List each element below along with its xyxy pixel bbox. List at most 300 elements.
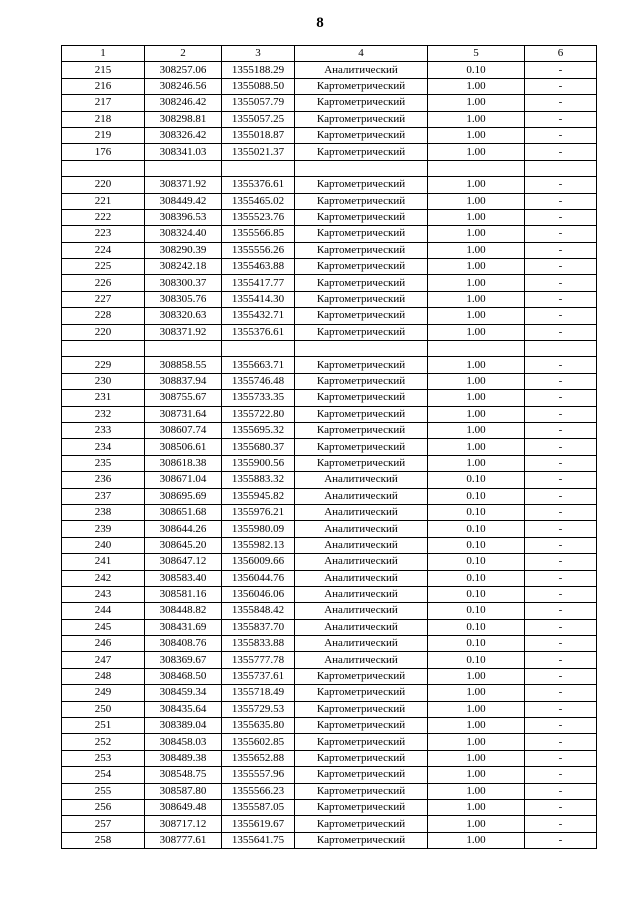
accuracy-cell: 0.10 (428, 488, 525, 504)
table-row (62, 111, 597, 127)
method-cell: Картометрический (295, 767, 428, 783)
x-coordinate-cell: 308449.42 (145, 193, 222, 209)
y-coordinate-cell: 1355746.48 (222, 373, 295, 389)
table-row (62, 472, 597, 488)
table-row (62, 193, 597, 209)
point-number-cell: 243 (62, 586, 145, 602)
method-cell: Картометрический (295, 242, 428, 258)
accuracy-cell: 1.00 (428, 209, 525, 225)
table-row (62, 308, 597, 324)
y-coordinate-cell: 1355602.85 (222, 734, 295, 750)
point-number-cell: 228 (62, 308, 145, 324)
method-cell: Картометрический (295, 78, 428, 94)
y-coordinate-cell: 1355837.70 (222, 619, 295, 635)
point-number-cell: 252 (62, 734, 145, 750)
method-cell: Картометрический (295, 455, 428, 471)
description-cell: - (525, 308, 597, 324)
accuracy-cell (428, 160, 525, 176)
accuracy-cell (428, 341, 525, 357)
x-coordinate-cell: 308408.76 (145, 636, 222, 652)
method-cell: Аналитический (295, 636, 428, 652)
x-coordinate-cell: 308581.16 (145, 586, 222, 602)
method-cell: Картометрический (295, 291, 428, 307)
description-cell: - (525, 242, 597, 258)
description-cell: - (525, 373, 597, 389)
table-row (62, 619, 597, 635)
point-number-cell: 221 (62, 193, 145, 209)
description-cell: - (525, 127, 597, 143)
description-cell: - (525, 734, 597, 750)
x-coordinate-cell: 308371.92 (145, 177, 222, 193)
y-coordinate-cell: 1355737.61 (222, 668, 295, 684)
x-coordinate-cell: 308435.64 (145, 701, 222, 717)
accuracy-cell: 0.10 (428, 570, 525, 586)
x-coordinate-cell: 308371.92 (145, 324, 222, 340)
point-number-cell: 257 (62, 816, 145, 832)
description-cell: - (525, 275, 597, 291)
point-number-cell: 250 (62, 701, 145, 717)
y-coordinate-cell: 1355587.05 (222, 799, 295, 815)
point-number-cell: 222 (62, 209, 145, 225)
table-body (62, 62, 597, 849)
method-cell: Картометрический (295, 832, 428, 848)
method-cell: Картометрический (295, 685, 428, 701)
y-coordinate-cell: 1355635.80 (222, 718, 295, 734)
y-coordinate-cell: 1355188.29 (222, 62, 295, 78)
x-coordinate-cell: 308671.04 (145, 472, 222, 488)
y-coordinate-cell: 1355980.09 (222, 521, 295, 537)
y-coordinate-cell: 1356009.66 (222, 554, 295, 570)
x-coordinate-cell: 308583.40 (145, 570, 222, 586)
table-row (62, 242, 597, 258)
description-cell: - (525, 439, 597, 455)
y-coordinate-cell: 1355566.85 (222, 226, 295, 242)
method-cell: Аналитический (295, 586, 428, 602)
method-cell: Картометрический (295, 816, 428, 832)
point-number-cell: 235 (62, 455, 145, 471)
description-cell: - (525, 209, 597, 225)
point-number-cell: 220 (62, 177, 145, 193)
y-coordinate-cell: 1355557.96 (222, 767, 295, 783)
method-cell: Картометрический (295, 406, 428, 422)
point-number-cell: 239 (62, 521, 145, 537)
description-cell: - (525, 783, 597, 799)
description-cell: - (525, 193, 597, 209)
accuracy-cell: 1.00 (428, 193, 525, 209)
accuracy-cell: 1.00 (428, 177, 525, 193)
accuracy-cell: 1.00 (428, 144, 525, 160)
y-coordinate-cell: 1355021.37 (222, 144, 295, 160)
description-cell: - (525, 750, 597, 766)
accuracy-cell: 1.00 (428, 324, 525, 340)
point-number-cell: 258 (62, 832, 145, 848)
method-cell: Картометрический (295, 275, 428, 291)
description-cell (525, 341, 597, 357)
accuracy-cell: 1.00 (428, 799, 525, 815)
accuracy-cell: 1.00 (428, 832, 525, 848)
y-coordinate-cell: 1355556.26 (222, 242, 295, 258)
x-coordinate-cell (145, 160, 222, 176)
method-cell: Картометрический (295, 226, 428, 242)
accuracy-cell: 1.00 (428, 685, 525, 701)
y-coordinate-cell: 1355945.82 (222, 488, 295, 504)
table-row (62, 390, 597, 406)
x-coordinate-cell: 308548.75 (145, 767, 222, 783)
accuracy-cell: 1.00 (428, 111, 525, 127)
description-cell: - (525, 636, 597, 652)
accuracy-cell: 1.00 (428, 668, 525, 684)
table-row (62, 439, 597, 455)
table-row (62, 685, 597, 701)
point-number-cell: 217 (62, 95, 145, 111)
description-cell: - (525, 521, 597, 537)
method-cell: Картометрический (295, 750, 428, 766)
y-coordinate-cell: 1355733.35 (222, 390, 295, 406)
table-row (62, 455, 597, 471)
method-cell: Аналитический (295, 603, 428, 619)
point-number-cell: 218 (62, 111, 145, 127)
table-row (62, 701, 597, 717)
method-cell: Картометрический (295, 177, 428, 193)
table-row (62, 636, 597, 652)
point-number-cell: 254 (62, 767, 145, 783)
x-coordinate-cell: 308618.38 (145, 455, 222, 471)
x-coordinate-cell: 308587.80 (145, 783, 222, 799)
accuracy-cell: 0.10 (428, 521, 525, 537)
table-row (62, 226, 597, 242)
accuracy-cell: 1.00 (428, 291, 525, 307)
column-header: 6 (525, 46, 597, 62)
point-number-cell: 244 (62, 603, 145, 619)
method-cell: Картометрический (295, 439, 428, 455)
x-coordinate-cell: 308858.55 (145, 357, 222, 373)
point-number-cell: 225 (62, 259, 145, 275)
point-number-cell: 232 (62, 406, 145, 422)
accuracy-cell: 1.00 (428, 406, 525, 422)
y-coordinate-cell: 1355566.23 (222, 783, 295, 799)
accuracy-cell: 1.00 (428, 275, 525, 291)
description-cell: - (525, 537, 597, 553)
accuracy-cell: 0.10 (428, 62, 525, 78)
y-coordinate-cell: 1355718.49 (222, 685, 295, 701)
method-cell: Картометрический (295, 799, 428, 815)
method-cell: Аналитический (295, 62, 428, 78)
point-number-cell: 220 (62, 324, 145, 340)
point-number-cell: 231 (62, 390, 145, 406)
method-cell: Картометрический (295, 127, 428, 143)
description-cell: - (525, 701, 597, 717)
point-number-cell: 238 (62, 504, 145, 520)
point-number-cell: 233 (62, 422, 145, 438)
description-cell: - (525, 586, 597, 602)
description-cell: - (525, 406, 597, 422)
description-cell: - (525, 291, 597, 307)
table-row (62, 668, 597, 684)
point-number-cell: 241 (62, 554, 145, 570)
table-row (62, 177, 597, 193)
accuracy-cell: 1.00 (428, 422, 525, 438)
table-row (62, 406, 597, 422)
accuracy-cell: 1.00 (428, 701, 525, 717)
x-coordinate-cell: 308298.81 (145, 111, 222, 127)
point-number-cell: 223 (62, 226, 145, 242)
x-coordinate-cell: 308777.61 (145, 832, 222, 848)
table-row (62, 144, 597, 160)
point-number-cell: 255 (62, 783, 145, 799)
accuracy-cell: 0.10 (428, 619, 525, 635)
point-number-cell: 256 (62, 799, 145, 815)
table-row (62, 832, 597, 848)
table-row (62, 95, 597, 111)
x-coordinate-cell: 308458.03 (145, 734, 222, 750)
table-row (62, 373, 597, 389)
x-coordinate-cell: 308607.74 (145, 422, 222, 438)
description-cell: - (525, 603, 597, 619)
method-cell: Картометрический (295, 324, 428, 340)
point-number-cell: 219 (62, 127, 145, 143)
table-row (62, 603, 597, 619)
y-coordinate-cell: 1355057.25 (222, 111, 295, 127)
x-coordinate-cell: 308389.04 (145, 718, 222, 734)
accuracy-cell: 0.10 (428, 537, 525, 553)
y-coordinate-cell: 1355652.88 (222, 750, 295, 766)
x-coordinate-cell: 308396.53 (145, 209, 222, 225)
table-row (62, 160, 597, 176)
x-coordinate-cell: 308246.56 (145, 78, 222, 94)
x-coordinate-cell: 308755.67 (145, 390, 222, 406)
y-coordinate-cell: 1356046.06 (222, 586, 295, 602)
point-number-cell: 246 (62, 636, 145, 652)
x-coordinate-cell: 308300.37 (145, 275, 222, 291)
method-cell: Картометрический (295, 95, 428, 111)
point-number-cell: 253 (62, 750, 145, 766)
y-coordinate-cell: 1355018.87 (222, 127, 295, 143)
table-row (62, 586, 597, 602)
description-cell: - (525, 390, 597, 406)
table-row (62, 718, 597, 734)
description-cell: - (525, 799, 597, 815)
y-coordinate-cell: 1355463.88 (222, 259, 295, 275)
description-cell: - (525, 570, 597, 586)
y-coordinate-cell: 1355900.56 (222, 455, 295, 471)
method-cell (295, 341, 428, 357)
x-coordinate-cell: 308257.06 (145, 62, 222, 78)
point-number-cell: 251 (62, 718, 145, 734)
x-coordinate-cell: 308459.34 (145, 685, 222, 701)
y-coordinate-cell: 1355680.37 (222, 439, 295, 455)
point-number-cell: 176 (62, 144, 145, 160)
y-coordinate-cell: 1355663.71 (222, 357, 295, 373)
table-row (62, 767, 597, 783)
x-coordinate-cell: 308326.42 (145, 127, 222, 143)
table-row (62, 504, 597, 520)
accuracy-cell: 1.00 (428, 455, 525, 471)
table-row (62, 750, 597, 766)
column-header: 2 (145, 46, 222, 62)
table-row (62, 488, 597, 504)
accuracy-cell: 1.00 (428, 95, 525, 111)
method-cell: Картометрический (295, 111, 428, 127)
column-header: 3 (222, 46, 295, 62)
description-cell: - (525, 177, 597, 193)
point-number-cell: 227 (62, 291, 145, 307)
coordinates-table (61, 45, 597, 849)
table-row (62, 570, 597, 586)
description-cell: - (525, 324, 597, 340)
point-number-cell: 242 (62, 570, 145, 586)
accuracy-cell: 1.00 (428, 750, 525, 766)
method-cell: Картометрический (295, 308, 428, 324)
x-coordinate-cell: 308431.69 (145, 619, 222, 635)
description-cell: - (525, 554, 597, 570)
accuracy-cell: 0.10 (428, 504, 525, 520)
table-row (62, 652, 597, 668)
point-number-cell: 234 (62, 439, 145, 455)
x-coordinate-cell: 308324.40 (145, 226, 222, 242)
point-number-cell: 216 (62, 78, 145, 94)
point-number-cell: 230 (62, 373, 145, 389)
point-number-cell: 229 (62, 357, 145, 373)
description-cell: - (525, 832, 597, 848)
x-coordinate-cell: 308489.38 (145, 750, 222, 766)
y-coordinate-cell: 1355722.80 (222, 406, 295, 422)
accuracy-cell: 1.00 (428, 226, 525, 242)
point-number-cell: 248 (62, 668, 145, 684)
method-cell: Картометрический (295, 783, 428, 799)
y-coordinate-cell: 1355695.32 (222, 422, 295, 438)
table-row (62, 209, 597, 225)
table-row (62, 554, 597, 570)
accuracy-cell: 1.00 (428, 373, 525, 389)
y-coordinate-cell: 1355057.79 (222, 95, 295, 111)
method-cell: Аналитический (295, 504, 428, 520)
x-coordinate-cell: 308369.67 (145, 652, 222, 668)
method-cell: Аналитический (295, 472, 428, 488)
description-cell: - (525, 504, 597, 520)
point-number-cell: 249 (62, 685, 145, 701)
accuracy-cell: 1.00 (428, 767, 525, 783)
table-row (62, 357, 597, 373)
table-row (62, 783, 597, 799)
description-cell: - (525, 767, 597, 783)
method-cell: Аналитический (295, 619, 428, 635)
point-number-cell (62, 341, 145, 357)
table-row (62, 521, 597, 537)
method-cell: Картометрический (295, 357, 428, 373)
y-coordinate-cell: 1355848.42 (222, 603, 295, 619)
accuracy-cell: 1.00 (428, 78, 525, 94)
x-coordinate-cell: 308731.64 (145, 406, 222, 422)
accuracy-cell: 1.00 (428, 242, 525, 258)
method-cell: Аналитический (295, 488, 428, 504)
point-number-cell: 245 (62, 619, 145, 635)
y-coordinate-cell: 1355376.61 (222, 177, 295, 193)
method-cell: Картометрический (295, 701, 428, 717)
y-coordinate-cell: 1355641.75 (222, 832, 295, 848)
point-number-cell: 236 (62, 472, 145, 488)
y-coordinate-cell: 1355976.21 (222, 504, 295, 520)
x-coordinate-cell: 308651.68 (145, 504, 222, 520)
y-coordinate-cell: 1355982.13 (222, 537, 295, 553)
method-cell: Картометрический (295, 259, 428, 275)
y-coordinate-cell: 1356044.76 (222, 570, 295, 586)
table-row (62, 78, 597, 94)
table-row (62, 799, 597, 815)
accuracy-cell: 1.00 (428, 734, 525, 750)
description-cell: - (525, 668, 597, 684)
accuracy-cell: 0.10 (428, 636, 525, 652)
method-cell: Картометрический (295, 209, 428, 225)
method-cell: Аналитический (295, 521, 428, 537)
y-coordinate-cell: 1355833.88 (222, 636, 295, 652)
description-cell: - (525, 455, 597, 471)
x-coordinate-cell: 308647.12 (145, 554, 222, 570)
point-number-cell: 240 (62, 537, 145, 553)
point-number-cell: 237 (62, 488, 145, 504)
accuracy-cell: 1.00 (428, 259, 525, 275)
table-row (62, 291, 597, 307)
method-cell: Картометрический (295, 422, 428, 438)
table-row (62, 324, 597, 340)
method-cell: Картометрический (295, 734, 428, 750)
description-cell: - (525, 95, 597, 111)
method-cell: Аналитический (295, 537, 428, 553)
y-coordinate-cell: 1355088.50 (222, 78, 295, 94)
x-coordinate-cell: 308837.94 (145, 373, 222, 389)
description-cell: - (525, 78, 597, 94)
description-cell: - (525, 472, 597, 488)
x-coordinate-cell: 308645.20 (145, 537, 222, 553)
description-cell: - (525, 144, 597, 160)
x-coordinate-cell: 308305.76 (145, 291, 222, 307)
x-coordinate-cell (145, 341, 222, 357)
table-row (62, 422, 597, 438)
description-cell: - (525, 111, 597, 127)
header-row (62, 46, 597, 62)
description-cell (525, 160, 597, 176)
column-header: 1 (62, 46, 145, 62)
y-coordinate-cell: 1355729.53 (222, 701, 295, 717)
method-cell (295, 160, 428, 176)
method-cell: Аналитический (295, 554, 428, 570)
column-header: 5 (428, 46, 525, 62)
point-number-cell: 224 (62, 242, 145, 258)
accuracy-cell: 1.00 (428, 816, 525, 832)
accuracy-cell: 1.00 (428, 357, 525, 373)
description-cell: - (525, 652, 597, 668)
point-number-cell: 226 (62, 275, 145, 291)
method-cell: Картометрический (295, 144, 428, 160)
x-coordinate-cell: 308695.69 (145, 488, 222, 504)
y-coordinate-cell (222, 160, 295, 176)
accuracy-cell: 1.00 (428, 439, 525, 455)
description-cell: - (525, 685, 597, 701)
accuracy-cell: 0.10 (428, 586, 525, 602)
method-cell: Картометрический (295, 390, 428, 406)
method-cell: Картометрический (295, 718, 428, 734)
x-coordinate-cell: 308448.82 (145, 603, 222, 619)
description-cell: - (525, 619, 597, 635)
table-row (62, 537, 597, 553)
accuracy-cell: 1.00 (428, 718, 525, 734)
x-coordinate-cell: 308290.39 (145, 242, 222, 258)
accuracy-cell: 1.00 (428, 127, 525, 143)
table-row (62, 816, 597, 832)
accuracy-cell: 0.10 (428, 554, 525, 570)
column-header: 4 (295, 46, 428, 62)
y-coordinate-cell: 1355883.32 (222, 472, 295, 488)
accuracy-cell: 0.10 (428, 652, 525, 668)
